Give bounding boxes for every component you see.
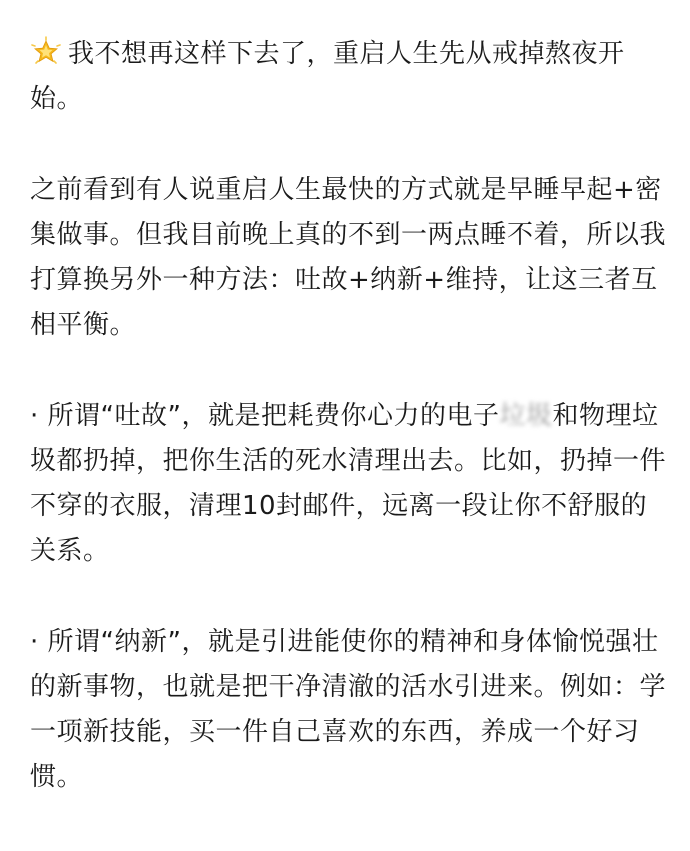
intro-text: 我不想再这样下去了，重启人生先从戒掉熬夜开始。: [30, 39, 625, 114]
tugu-text-after: 和物理垃圾都扔掉，把你生活的死水清理出去。比如，扔掉一件不穿的衣服，清理10封邮件，远离一段让你不舒服的关系。: [30, 401, 667, 566]
glowing-star-icon: [30, 36, 62, 66]
blurred-text: 垃圾: [499, 401, 553, 431]
post-body: [30, 32, 670, 800]
tugu-paragraph: [30, 394, 670, 574]
tugu-text-before: · 所谓“吐故”，就是把耗费你心力的电子: [30, 401, 500, 431]
method-paragraph: 之前看到有人说重启人生最快的方式就是早睡早起+密集做事。但我目前晚上真的不到一两点睡不着，所以我打算换另外一种方法：吐故+纳新+维持，让这三者互相平衡。: [30, 175, 667, 340]
naxin-paragraph: · 所谓“纳新”，就是引进能使你的精神和身体愉悦强壮的新事物，也就是把干净清澈的活水引进来。例如：学一项新技能，买一件自己喜欢的东西，养成一个好习惯。: [30, 627, 667, 792]
intro-paragraph: [30, 32, 670, 122]
